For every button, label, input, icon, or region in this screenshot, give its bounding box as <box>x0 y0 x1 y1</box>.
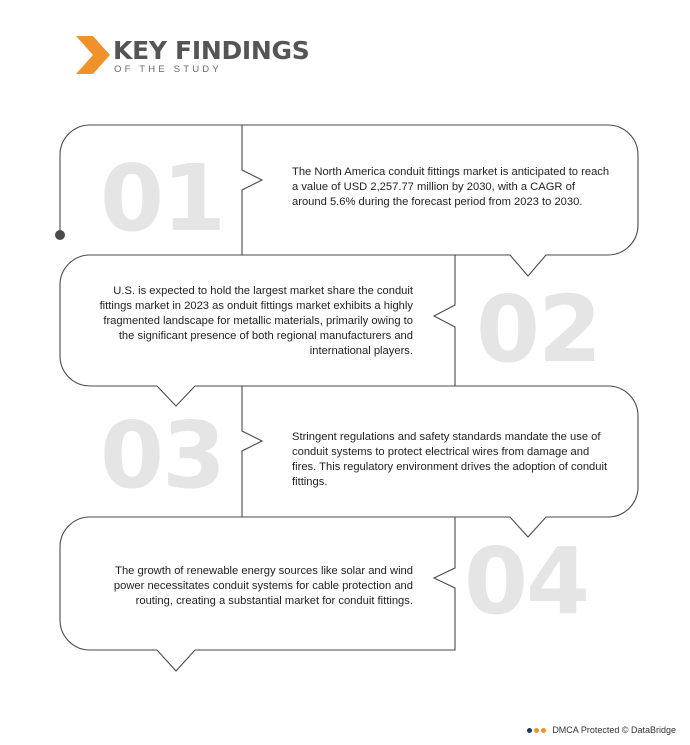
footer-text: DMCA Protected © DataBridge <box>552 725 676 735</box>
finding-text-1: The North America conduit fittings market is anticipated to reach a value of USD 2,257.77 million by 2030, with a CAGR of around 5.6% during the forecast period from 2023 to 2030. <box>292 166 610 208</box>
finding-number-2: 02 <box>476 276 601 383</box>
finding-text-2: U.S. is expected to hold the largest market share the conduit fittings market in 2023 as onduit fittings market exhibits a highly fragmented landscape for metallic materials, primarily owing to the significant presence of both regional manufacturers and international players. <box>99 285 413 357</box>
finding-text-4: The growth of renewable energy sources like solar and wind power necessitates conduit systems for cable protection and routing, creating a substantial market for conduit fittings. <box>113 565 413 607</box>
finding-number-4: 04 <box>464 528 589 635</box>
finding-number-3: 03 <box>100 402 225 509</box>
page-title: KEY FINDINGS <box>113 36 310 65</box>
finding-text-3: Stringent regulations and safety standards mandate the use of conduit systems to protect electrical wires from damage and fires. This regulatory environment drives the adoption of conduit fittings. <box>292 431 608 488</box>
finding-number-1: 01 <box>100 145 225 252</box>
footer-dot-icon <box>527 728 532 733</box>
start-dot <box>55 230 65 240</box>
footer-watermark <box>527 725 676 735</box>
footer-dot-icon <box>541 728 546 733</box>
page-subtitle: OF THE STUDY <box>114 64 222 75</box>
footer-dot-icon <box>534 728 539 733</box>
